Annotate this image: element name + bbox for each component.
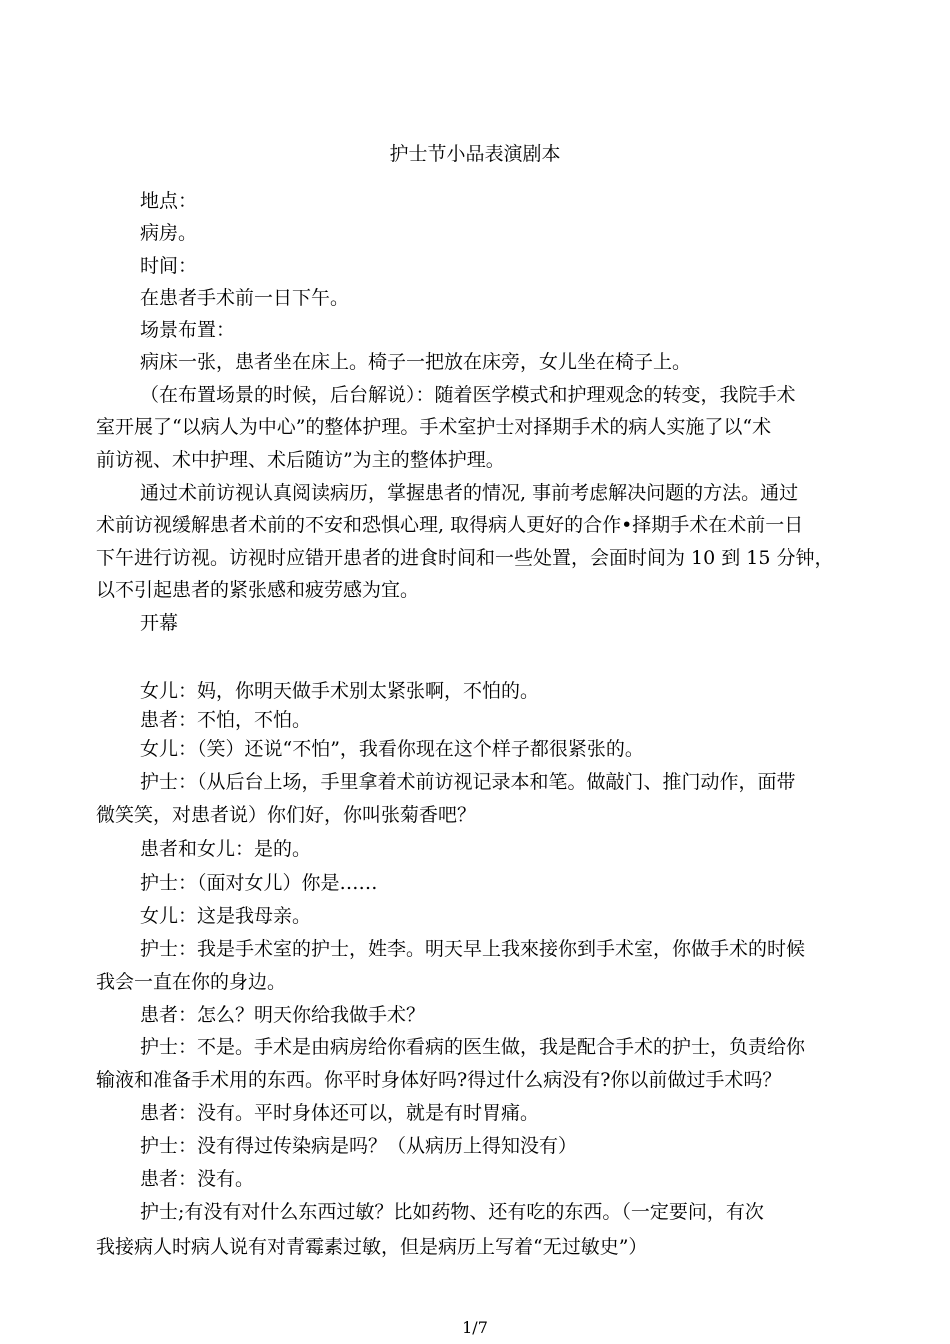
dialogue-line: 患者：没有。 [140, 1168, 255, 1190]
paragraph-line: 室开展了“以病人为中心”的整体护理。手术室护士对择期手术的病人实施了以“术 [96, 416, 772, 438]
paragraph-line: 开幕 [140, 612, 179, 634]
paragraph-line: 通过术前访视认真阅读病历，掌握患者的情况, 事前考虑解决问题的方法。通过 [140, 482, 799, 504]
paragraph-line: （在布置场景的时候，后台解说）：随着医学模式和护理观念的转变，我院手术 [140, 384, 796, 406]
dialogue-line: 患者：怎么？明天你给我做手术？ [140, 1004, 426, 1026]
dialogue-line: 微笑笑，对患者说）你们好，你叫张菊香吧？ [96, 804, 477, 826]
paragraph-line: 在患者手术前一日下午。 [140, 287, 350, 309]
paragraph-line: 病房。 [140, 222, 198, 244]
paragraph-line: 术前访视缓解患者术前的不安和恐惧心理, 取得病人更好的合作•择期手术在术前一日 [96, 514, 804, 536]
paragraph-line: 以不引起患者的紧张感和疲劳感为宜。 [96, 579, 420, 601]
dialogue-line: 女儿：妈，你明天做手术别太紧张啊，不怕的。 [140, 680, 540, 702]
dialogue-line: 女儿：这是我母亲。 [140, 905, 312, 927]
dialogue-line: 护士：（面对女儿）你是…… [140, 872, 378, 894]
dialogue-line: 护士：没有得过传染病是吗？（从病历上得知没有） [140, 1135, 578, 1157]
dialogue-line: 护士;有没有对什么东西过敏？比如药物、还有吃的东西。（一定要问，有次 [140, 1201, 764, 1223]
dialogue-line: 护士：不是。手术是由病房给你看病的医生做，我是配合手术的护士，负责给你 [140, 1036, 806, 1058]
paragraph-line: 地点： [140, 190, 198, 212]
dialogue-line: 护士：（从后台上场，手里拿着术前访视记录本和笔。做敲门、推门动作，面带 [140, 771, 796, 793]
paragraph-line: 前访视、术中护理、术后随访”为主的整体护理。 [96, 449, 505, 471]
dialogue-line: 输液和准备手术用的东西。你平时身体好吗?得过什么病没有?你以前做过手术吗？ [96, 1069, 782, 1091]
document-title: 护士节小品表演剧本 [389, 143, 561, 165]
dialogue-line: 女儿：（笑）还说“不怕”，我看你现在这个样子都很紧张的。 [140, 738, 644, 760]
paragraph-line: 时间： [140, 255, 198, 277]
dialogue-line: 患者：没有。平时身体还可以，就是有时胃痛。 [140, 1102, 540, 1124]
dialogue-line: 我接病人时病人说有对青霉素过敏，但是病历上写着“无过敏史”） [96, 1236, 648, 1258]
dialogue-line: 患者和女儿：是的。 [140, 838, 312, 860]
dialogue-line: 护士：我是手术室的护士，姓李。明天早上我來接你到手术室，你做手术的时候 [140, 938, 806, 960]
page-number: 1/7 [462, 1318, 488, 1337]
dialogue-line: 患者：不怕，不怕。 [140, 709, 312, 731]
paragraph-line: 下午进行访视。访视时应错开患者的进食时间和一些处置，会面时间为 10 到 15 分钟， [96, 547, 834, 569]
dialogue-line: 我会一直在你的身边。 [96, 971, 287, 993]
paragraph-line: 场景布置： [140, 319, 236, 341]
paragraph-line: 病床一张，患者坐在床上。椅子一把放在床旁，女儿坐在椅子上。 [140, 351, 692, 373]
